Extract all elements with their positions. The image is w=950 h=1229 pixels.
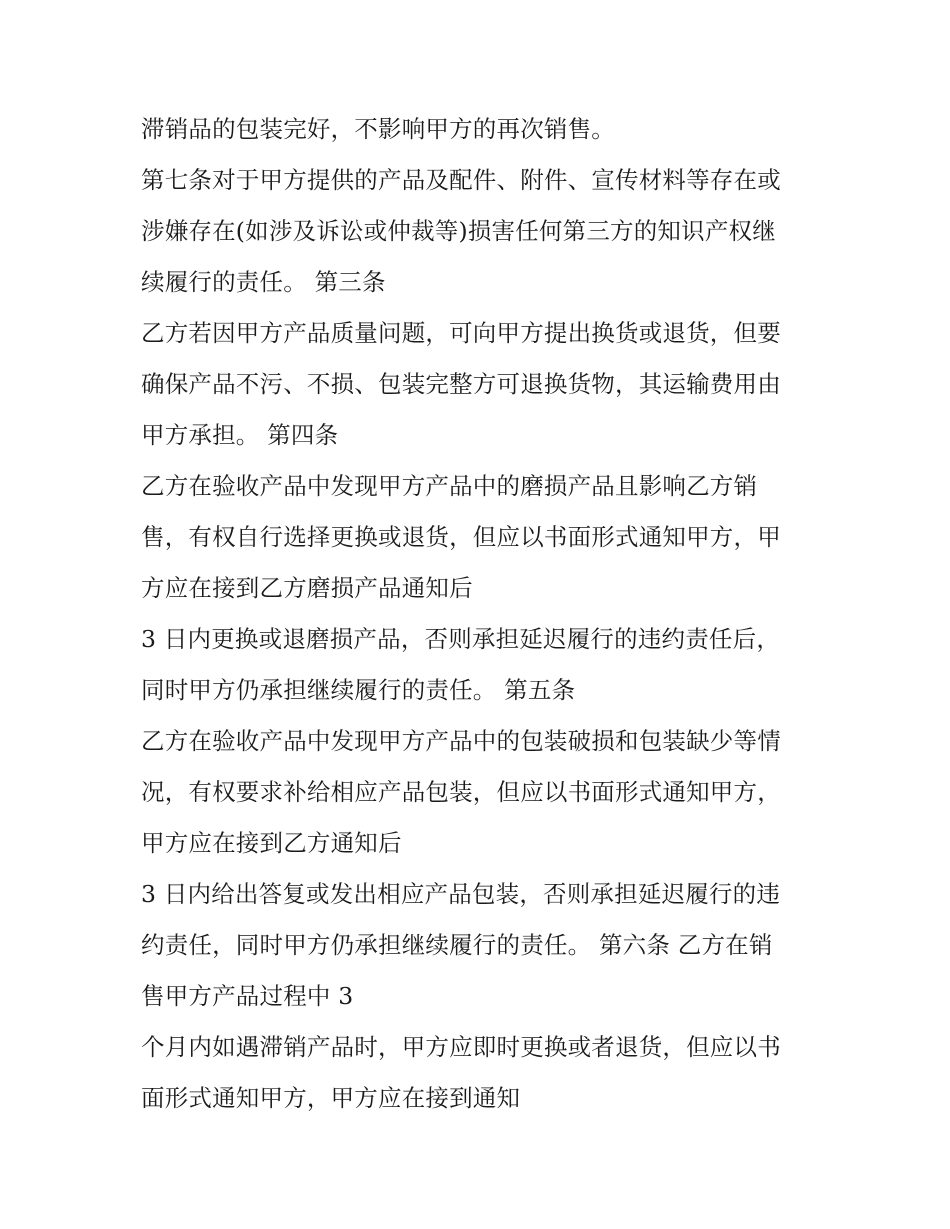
text-line: 约责任，同时甲方仍承担继续履行的责任。 第六条 乙方在销 <box>141 931 773 959</box>
text-line: 售甲方产品过程中 3 <box>141 982 354 1010</box>
text-line: 乙方若因甲方产品质量问题，可向甲方提出换货或退货，但要 <box>141 319 781 347</box>
text-line: 续履行的责任。 第三条 <box>141 268 386 296</box>
text-line: 涉嫌存在(如涉及诉讼或仲裁等)损害任何第三方的知识产权继 <box>141 217 776 245</box>
text-line: 甲方承担。 第四条 <box>141 421 339 449</box>
text-line: 同时甲方仍承担继续履行的责任。 第五条 <box>141 676 576 704</box>
text-line: 个月内如遇滞销产品时，甲方应即时更换或者退货，但应以书 <box>141 1033 781 1061</box>
text-line: 乙方在验收产品中发现甲方产品中的磨损产品且影响乙方销 <box>141 472 758 500</box>
text-line: 况，有权要求补给相应产品包装，但应以书面形式通知甲方， <box>141 778 781 806</box>
text-line: 3 日内给出答复或发出相应产品包装，否则承担延迟履行的违 <box>141 880 781 908</box>
text-line: 方应在接到乙方磨损产品通知后 <box>141 574 473 602</box>
text-line: 第七条对于甲方提供的产品及配件、附件、宣传材料等存在或 <box>141 166 781 194</box>
text-line: 确保产品不污、不损、包装完整方可退换货物，其运输费用由 <box>141 370 781 398</box>
text-line: 乙方在验收产品中发现甲方产品中的包装破损和包装缺少等情 <box>141 727 781 755</box>
text-line: 面形式通知甲方，甲方应在接到通知 <box>141 1084 521 1112</box>
text-line: 甲方应在接到乙方通知后 <box>141 829 402 857</box>
text-line: 滞销品的包装完好，不影响甲方的再次销售。 <box>141 115 615 143</box>
text-line: 3 日内更换或退磨损产品，否则承担延迟履行的违约责任后， <box>141 625 781 653</box>
text-line: 售，有权自行选择更换或退货，但应以书面形式通知甲方，甲 <box>141 523 781 551</box>
document-body <box>141 104 831 1124</box>
